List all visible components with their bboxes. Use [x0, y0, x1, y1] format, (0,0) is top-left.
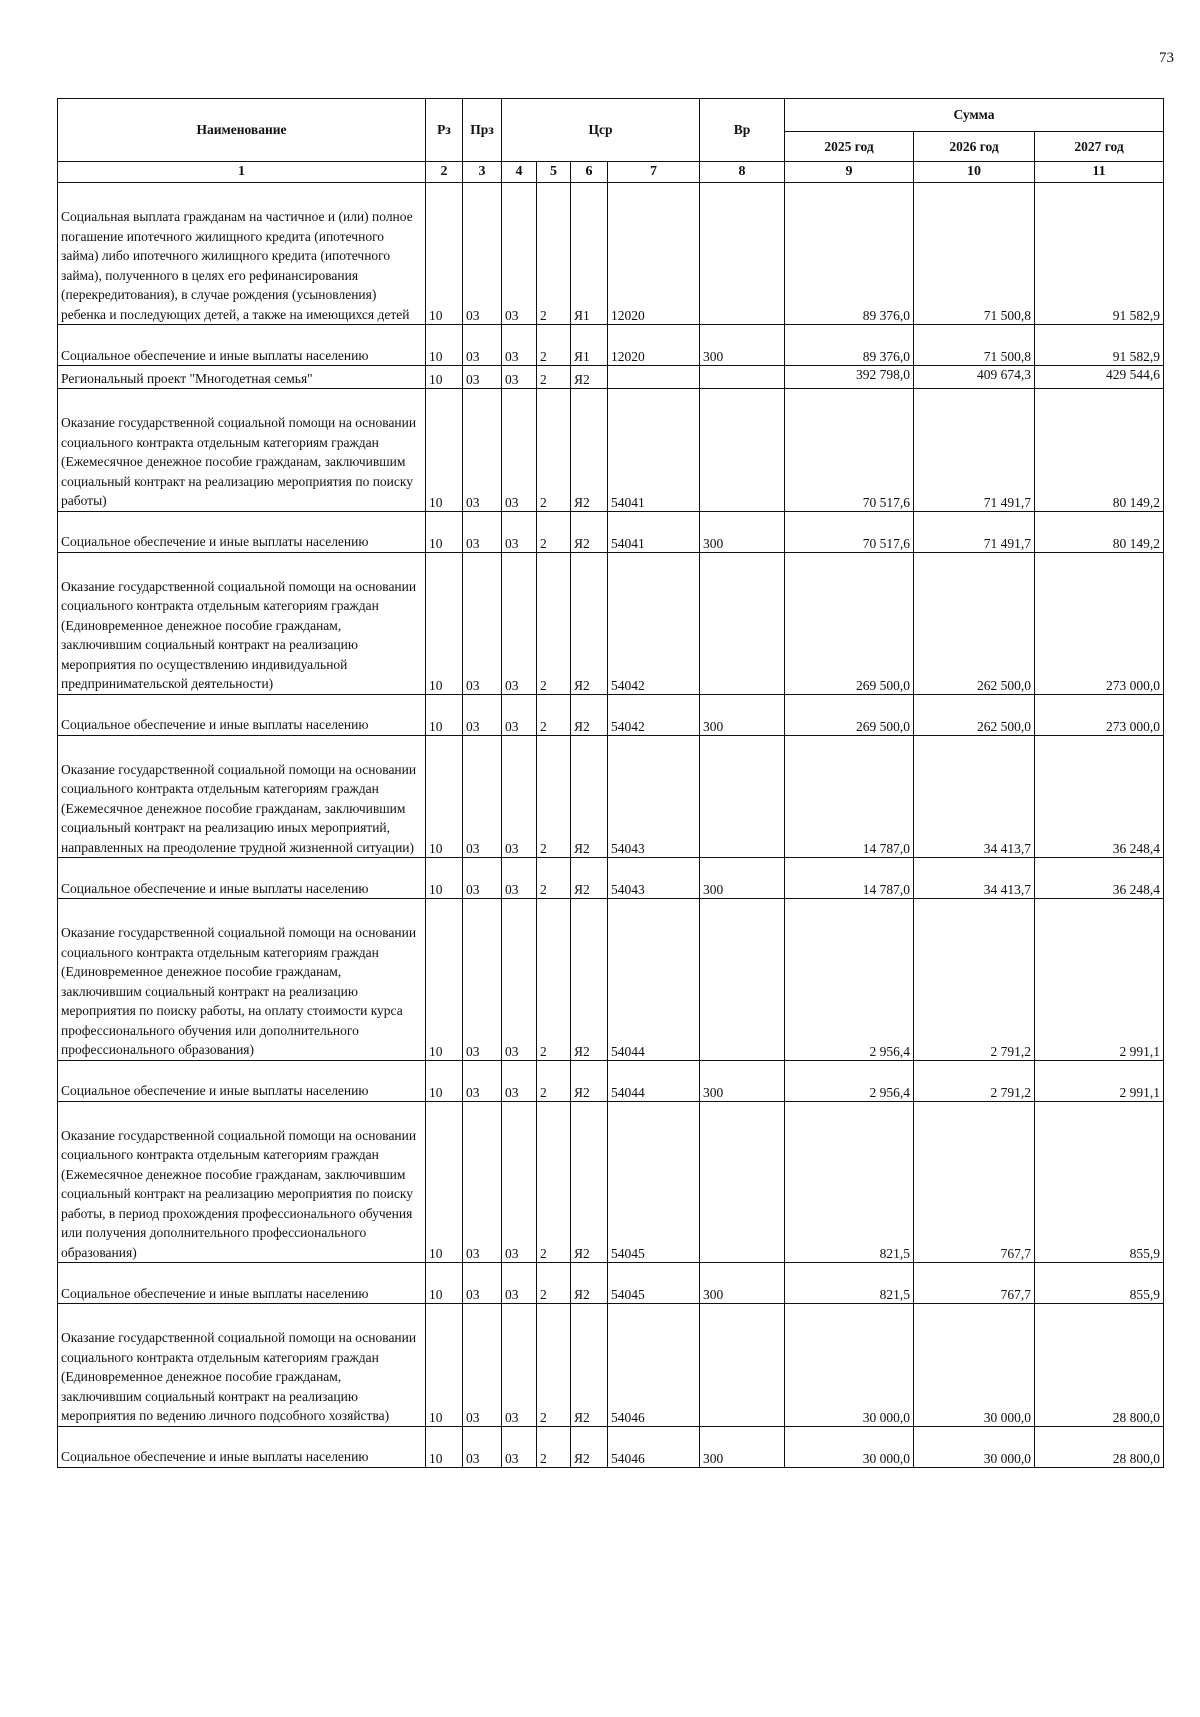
row-rz: 10: [426, 1426, 463, 1467]
row-sum-2027: 855,9: [1035, 1101, 1164, 1263]
column-number: 10: [914, 162, 1035, 183]
row-sum-2026: 30 000,0: [914, 1304, 1035, 1427]
table-row: [58, 899, 1164, 1061]
row-csr-part-5: 2: [537, 511, 571, 552]
row-csr-part-5: 2: [537, 183, 571, 325]
table-row: [58, 511, 1164, 552]
row-prz: 03: [463, 183, 502, 325]
row-name: Социальное обеспечение и иные выплаты населению: [58, 325, 426, 366]
header-csr: Цср: [502, 99, 700, 162]
row-sum-2027: 429 544,6: [1035, 366, 1164, 389]
row-csr-part-4: 03: [502, 325, 537, 366]
row-prz: 03: [463, 1101, 502, 1263]
row-prz: 03: [463, 325, 502, 366]
row-name: Социальное обеспечение и иные выплаты населению: [58, 1060, 426, 1101]
row-vr: 300: [700, 511, 785, 552]
row-vr: 300: [700, 1060, 785, 1101]
row-csr-part-6: Я2: [571, 694, 608, 735]
row-csr-part-4: 03: [502, 1263, 537, 1304]
row-csr-part-7: 54042: [608, 694, 700, 735]
column-number: 2: [426, 162, 463, 183]
table-row: [58, 1304, 1164, 1427]
row-csr-part-6: Я2: [571, 552, 608, 694]
row-csr-part-4: 03: [502, 735, 537, 858]
row-csr-part-7: 54041: [608, 511, 700, 552]
row-sum-2025: 392 798,0: [785, 366, 914, 389]
row-csr-part-7: 12020: [608, 325, 700, 366]
row-prz: 03: [463, 1263, 502, 1304]
row-rz: 10: [426, 858, 463, 899]
row-name: Оказание государственной социальной помощи на основании социального контракта отдельным категориям граждан (Единовременное денежное пособие гражданам, заключившим социальный контракт на реализацию мероприятия по осуществлению индивидуальной предпринимательской деятельности): [58, 552, 426, 694]
row-name: Оказание государственной социальной помощи на основании социального контракта отдельным категориям граждан (Единовременное денежное пособие гражданам, заключившим социальный контракт на реализацию мероприятия по поиску работы, на оплату стоимости курса профессионального обучения или дополнительного профессионального образования): [58, 899, 426, 1061]
row-csr-part-6: Я2: [571, 1426, 608, 1467]
row-sum-2025: 89 376,0: [785, 325, 914, 366]
row-rz: 10: [426, 389, 463, 512]
row-sum-2026: 71 500,8: [914, 325, 1035, 366]
row-rz: 10: [426, 1101, 463, 1263]
row-name: Региональный проект "Многодетная семья": [58, 366, 426, 389]
row-vr: 300: [700, 1426, 785, 1467]
row-prz: 03: [463, 389, 502, 512]
row-rz: 10: [426, 899, 463, 1061]
column-number: 4: [502, 162, 537, 183]
header-year-2027: 2027 год: [1035, 132, 1164, 162]
header-vr: Вр: [700, 99, 785, 162]
row-csr-part-6: Я2: [571, 1263, 608, 1304]
row-csr-part-6: Я2: [571, 1060, 608, 1101]
row-vr: 300: [700, 325, 785, 366]
row-csr-part-4: 03: [502, 899, 537, 1061]
row-sum-2027: 2 991,1: [1035, 1060, 1164, 1101]
row-name: Социальное обеспечение и иные выплаты населению: [58, 694, 426, 735]
row-rz: 10: [426, 1263, 463, 1304]
row-sum-2027: 273 000,0: [1035, 552, 1164, 694]
row-prz: 03: [463, 858, 502, 899]
row-csr-part-7: 54042: [608, 552, 700, 694]
row-sum-2027: 855,9: [1035, 1263, 1164, 1304]
row-csr-part-6: Я2: [571, 389, 608, 512]
row-csr-part-6: Я1: [571, 325, 608, 366]
row-csr-part-7: 54044: [608, 1060, 700, 1101]
row-name: Оказание государственной социальной помощи на основании социального контракта отдельным категориям граждан (Ежемесячное денежное пособие гражданам, заключившим социальный контракт на реализацию мероприятия по поиску работы): [58, 389, 426, 512]
row-csr-part-5: 2: [537, 325, 571, 366]
row-prz: 03: [463, 735, 502, 858]
row-vr: [700, 1304, 785, 1427]
row-sum-2027: 80 149,2: [1035, 389, 1164, 512]
row-vr: [700, 366, 785, 389]
column-number: 9: [785, 162, 914, 183]
table-row: [58, 183, 1164, 325]
row-csr-part-6: Я2: [571, 1101, 608, 1263]
page-number: 73: [1159, 50, 1174, 66]
column-number: 1: [58, 162, 426, 183]
row-sum-2025: 14 787,0: [785, 735, 914, 858]
row-csr-part-4: 03: [502, 366, 537, 389]
row-csr-part-5: 2: [537, 552, 571, 694]
row-rz: 10: [426, 366, 463, 389]
row-csr-part-4: 03: [502, 1304, 537, 1427]
row-sum-2027: 80 149,2: [1035, 511, 1164, 552]
row-sum-2025: 269 500,0: [785, 694, 914, 735]
row-sum-2025: 70 517,6: [785, 511, 914, 552]
row-sum-2027: 36 248,4: [1035, 735, 1164, 858]
row-rz: 10: [426, 735, 463, 858]
row-rz: 10: [426, 1060, 463, 1101]
header-year-2026: 2026 год: [914, 132, 1035, 162]
row-sum-2027: 2 991,1: [1035, 899, 1164, 1061]
row-vr: 300: [700, 1263, 785, 1304]
row-csr-part-6: Я2: [571, 899, 608, 1061]
row-csr-part-6: Я1: [571, 183, 608, 325]
table-row: [58, 1101, 1164, 1263]
row-vr: [700, 735, 785, 858]
row-csr-part-7: 54044: [608, 899, 700, 1061]
row-prz: 03: [463, 1060, 502, 1101]
row-name: Социальное обеспечение и иные выплаты населению: [58, 511, 426, 552]
column-number: 3: [463, 162, 502, 183]
row-name: Оказание государственной социальной помощи на основании социального контракта отдельным категориям граждан (Единовременное денежное пособие гражданам, заключившим социальный контракт на реализацию мероприятия по ведению личного подсобного хозяйства): [58, 1304, 426, 1427]
row-rz: 10: [426, 552, 463, 694]
row-name: Оказание государственной социальной помощи на основании социального контракта отдельным категориям граждан (Ежемесячное денежное пособие гражданам, заключившим социальный контракт на реализацию мероприятия по поиску работы, в период прохождения профессионального обучения или получения дополнительного профессионального образования): [58, 1101, 426, 1263]
row-csr-part-4: 03: [502, 552, 537, 694]
row-prz: 03: [463, 366, 502, 389]
row-prz: 03: [463, 1426, 502, 1467]
column-number: 6: [571, 162, 608, 183]
row-sum-2025: 2 956,4: [785, 899, 914, 1061]
row-vr: [700, 389, 785, 512]
table-header: [58, 99, 1164, 183]
row-prz: 03: [463, 899, 502, 1061]
header-rz: Рз: [426, 99, 463, 162]
table-row: [58, 366, 1164, 389]
row-csr-part-7: 54043: [608, 735, 700, 858]
table-row: [58, 735, 1164, 858]
row-sum-2025: 269 500,0: [785, 552, 914, 694]
row-csr-part-5: 2: [537, 899, 571, 1061]
row-csr-part-6: Я2: [571, 511, 608, 552]
row-csr-part-6: Я2: [571, 1304, 608, 1427]
row-rz: 10: [426, 511, 463, 552]
row-csr-part-4: 03: [502, 858, 537, 899]
row-csr-part-4: 03: [502, 389, 537, 512]
row-csr-part-5: 2: [537, 1060, 571, 1101]
row-name: Социальное обеспечение и иные выплаты населению: [58, 858, 426, 899]
column-number: 8: [700, 162, 785, 183]
row-sum-2025: 821,5: [785, 1101, 914, 1263]
table-row: [58, 694, 1164, 735]
row-rz: 10: [426, 325, 463, 366]
row-sum-2026: 71 491,7: [914, 389, 1035, 512]
row-vr: [700, 899, 785, 1061]
table-row: [58, 552, 1164, 694]
row-sum-2026: 71 500,8: [914, 183, 1035, 325]
row-csr-part-5: 2: [537, 1101, 571, 1263]
column-numbers-row: [58, 162, 1164, 183]
row-sum-2027: 91 582,9: [1035, 325, 1164, 366]
row-sum-2026: 409 674,3: [914, 366, 1035, 389]
row-sum-2026: 2 791,2: [914, 899, 1035, 1061]
row-csr-part-5: 2: [537, 366, 571, 389]
row-rz: 10: [426, 694, 463, 735]
column-number: 11: [1035, 162, 1164, 183]
row-prz: 03: [463, 694, 502, 735]
row-sum-2026: 71 491,7: [914, 511, 1035, 552]
row-csr-part-5: 2: [537, 1426, 571, 1467]
row-csr-part-5: 2: [537, 389, 571, 512]
row-csr-part-6: Я2: [571, 735, 608, 858]
row-sum-2026: 262 500,0: [914, 694, 1035, 735]
row-csr-part-5: 2: [537, 1304, 571, 1427]
row-rz: 10: [426, 1304, 463, 1427]
row-sum-2025: 14 787,0: [785, 858, 914, 899]
header-sum: Сумма: [785, 99, 1164, 132]
row-csr-part-4: 03: [502, 1426, 537, 1467]
row-name: Социальное обеспечение и иные выплаты населению: [58, 1263, 426, 1304]
row-csr-part-4: 03: [502, 183, 537, 325]
row-sum-2026: 34 413,7: [914, 735, 1035, 858]
row-csr-part-5: 2: [537, 694, 571, 735]
row-csr-part-5: 2: [537, 858, 571, 899]
row-sum-2027: 273 000,0: [1035, 694, 1164, 735]
row-csr-part-7: 54046: [608, 1304, 700, 1427]
row-csr-part-6: Я2: [571, 366, 608, 389]
column-number: 7: [608, 162, 700, 183]
row-sum-2027: 91 582,9: [1035, 183, 1164, 325]
row-vr: 300: [700, 858, 785, 899]
row-prz: 03: [463, 1304, 502, 1427]
table-body: [58, 183, 1164, 1468]
header-prz: Прз: [463, 99, 502, 162]
row-sum-2025: 821,5: [785, 1263, 914, 1304]
row-sum-2026: 34 413,7: [914, 858, 1035, 899]
row-sum-2026: 262 500,0: [914, 552, 1035, 694]
row-vr: 300: [700, 694, 785, 735]
row-prz: 03: [463, 511, 502, 552]
row-sum-2025: 70 517,6: [785, 389, 914, 512]
table-row: [58, 389, 1164, 512]
row-csr-part-7: 54043: [608, 858, 700, 899]
row-sum-2026: 767,7: [914, 1101, 1035, 1263]
row-name: Оказание государственной социальной помощи на основании социального контракта отдельным категориям граждан (Ежемесячное денежное пособие гражданам, заключившим социальный контракт на реализацию иных мероприятий, направленных на преодоление трудной жизненной ситуации): [58, 735, 426, 858]
budget-table: [57, 98, 1164, 1468]
row-sum-2026: 30 000,0: [914, 1426, 1035, 1467]
row-csr-part-7: 54046: [608, 1426, 700, 1467]
header-name: Наименование: [58, 99, 426, 162]
row-sum-2025: 89 376,0: [785, 183, 914, 325]
row-vr: [700, 183, 785, 325]
row-csr-part-7: 54045: [608, 1101, 700, 1263]
row-csr-part-4: 03: [502, 1060, 537, 1101]
row-prz: 03: [463, 552, 502, 694]
table-row: [58, 325, 1164, 366]
row-name: Социальная выплата гражданам на частичное и (или) полное погашение ипотечного жилищного кредита (ипотечного займа) либо ипотечного жилищного кредита (ипотечного займа), полученного в целях его рефинансирования (перекредитования), в случае рождения (усыновления) ребенка и последующих детей, а также на имеющихся детей: [58, 183, 426, 325]
row-name: Социальное обеспечение и иные выплаты населению: [58, 1426, 426, 1467]
row-csr-part-4: 03: [502, 511, 537, 552]
row-csr-part-4: 03: [502, 694, 537, 735]
row-csr-part-6: Я2: [571, 858, 608, 899]
row-csr-part-7: 54045: [608, 1263, 700, 1304]
row-csr-part-4: 03: [502, 1101, 537, 1263]
row-sum-2025: 2 956,4: [785, 1060, 914, 1101]
row-sum-2027: 36 248,4: [1035, 858, 1164, 899]
row-vr: [700, 552, 785, 694]
column-number: 5: [537, 162, 571, 183]
table-row: [58, 858, 1164, 899]
table-row: [58, 1263, 1164, 1304]
row-rz: 10: [426, 183, 463, 325]
table-row: [58, 1426, 1164, 1467]
row-sum-2025: 30 000,0: [785, 1426, 914, 1467]
header-year-2025: 2025 год: [785, 132, 914, 162]
row-vr: [700, 1101, 785, 1263]
row-sum-2026: 2 791,2: [914, 1060, 1035, 1101]
row-sum-2027: 28 800,0: [1035, 1304, 1164, 1427]
row-csr-part-7: 54041: [608, 389, 700, 512]
row-csr-part-7: 12020: [608, 183, 700, 325]
table-row: [58, 1060, 1164, 1101]
row-sum-2027: 28 800,0: [1035, 1426, 1164, 1467]
row-csr-part-7: [608, 366, 700, 389]
row-csr-part-5: 2: [537, 735, 571, 858]
row-sum-2026: 767,7: [914, 1263, 1035, 1304]
row-sum-2025: 30 000,0: [785, 1304, 914, 1427]
row-csr-part-5: 2: [537, 1263, 571, 1304]
